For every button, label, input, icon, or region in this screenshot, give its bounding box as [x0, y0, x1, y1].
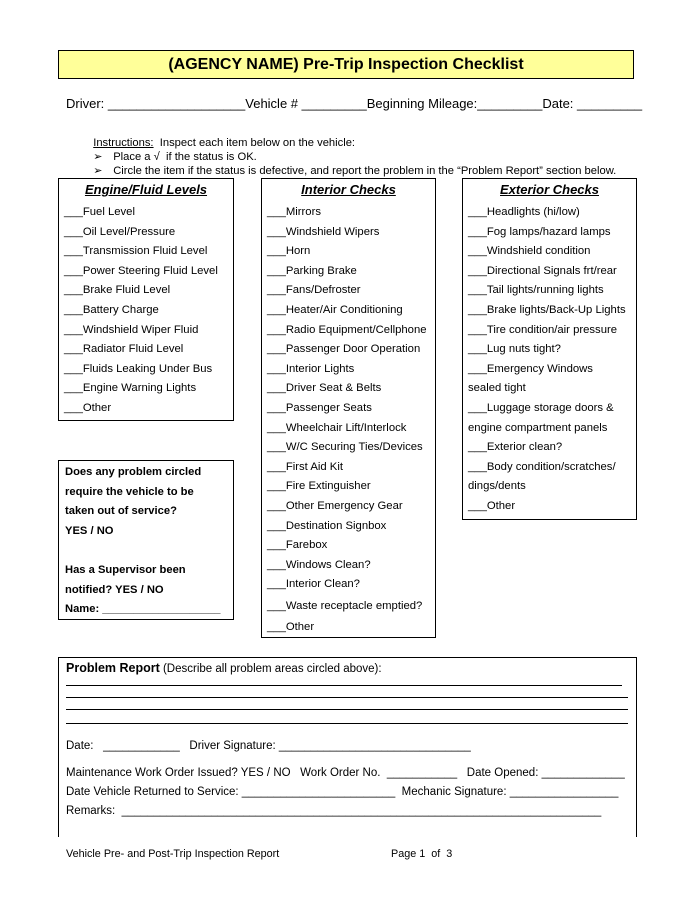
- check-item: ___Fog lamps/hazard lamps: [468, 225, 611, 238]
- report-line: [66, 709, 628, 710]
- check-item: ___Windshield condition: [468, 245, 591, 258]
- instruction-bullet: ➢ Circle the item if the status is defective, and report the problem in the “Problem Report” section below.: [93, 165, 617, 177]
- check-item: ___Other: [64, 401, 112, 414]
- check-item: ___Directional Signals frt/rear: [468, 264, 617, 277]
- exterior-checks-box: [462, 178, 637, 520]
- check-item-continued: sealed tight: [468, 382, 526, 395]
- check-item: ___Transmission Fluid Level: [64, 245, 208, 258]
- check-item: ___Other: [468, 499, 516, 512]
- check-item: ___Windshield Wiper Fluid: [64, 323, 199, 336]
- check-item: ___Driver Seat & Belts: [267, 382, 382, 395]
- check-item: ___Windows Clean?: [267, 558, 371, 571]
- vehicle-returned-line: Date Vehicle Returned to Service: ________________________ Mechanic Signature: _________________: [66, 786, 619, 798]
- check-item: ___First Aid Kit: [267, 460, 343, 473]
- driver-info-line: Driver: ___________________Vehicle # _________Beginning Mileage:_________Date: _________: [66, 96, 643, 111]
- check-item-continued: dings/dents: [468, 480, 526, 493]
- arrow-bullet-icon: ➢: [93, 165, 103, 177]
- check-item: ___Other Emergency Gear: [267, 499, 403, 512]
- out-of-service-box: [58, 460, 234, 620]
- check-item: ___Emergency Windows: [468, 362, 593, 375]
- check-item: ___Interior Clean?: [267, 578, 360, 591]
- page-title: (AGENCY NAME) Pre-Trip Inspection Checklist: [58, 50, 634, 79]
- check-item: ___Farebox: [267, 539, 328, 552]
- check-item: ___Interior Lights: [267, 362, 355, 375]
- check-item: ___Lug nuts tight?: [468, 343, 561, 356]
- page-number: Page 1 of 3: [391, 848, 453, 860]
- check-item-continued: engine compartment panels: [468, 421, 608, 434]
- check-item: ___Battery Charge: [64, 303, 159, 316]
- service-question-line: taken out of service?: [65, 505, 177, 518]
- service-yes-no: YES / NO: [65, 524, 114, 537]
- check-item: ___Wheelchair Lift/Interlock: [267, 421, 407, 434]
- check-item: ___Engine Warning Lights: [64, 382, 197, 395]
- check-item: ___W/C Securing Ties/Devices: [267, 441, 423, 454]
- check-item: ___Parking Brake: [267, 264, 357, 277]
- check-item: ___Passenger Seats: [267, 401, 372, 414]
- service-question-line: require the vehicle to be: [65, 485, 194, 498]
- supervisor-yes-no: notified? YES / NO: [65, 583, 164, 596]
- check-item: ___Tire condition/air pressure: [468, 323, 618, 336]
- check-item: ___Radio Equipment/Cellphone: [267, 323, 427, 336]
- check-item: ___Fuel Level: [64, 206, 135, 218]
- check-item: ___Fire Extinguisher: [267, 480, 371, 493]
- problem-report-heading: [66, 661, 382, 675]
- check-item: ___Brake lights/Back-Up Lights: [468, 303, 626, 316]
- check-item: ___Body condition/scratches/: [468, 460, 616, 473]
- check-item: ___Luggage storage doors &: [468, 401, 614, 414]
- check-item: ___Horn: [267, 245, 311, 258]
- footer-title: Vehicle Pre- and Post-Trip Inspection Report: [66, 848, 280, 860]
- spacer: [65, 541, 227, 561]
- problem-report-title: Problem Report: [66, 661, 160, 675]
- check-item: ___Radiator Fluid Level: [64, 343, 184, 356]
- check-item: ___Power Steering Fluid Level: [64, 264, 218, 277]
- check-item: ___Oil Level/Pressure: [64, 225, 176, 238]
- check-item: ___Fluids Leaking Under Bus: [64, 362, 213, 375]
- instructions-label: Instructions:: [93, 137, 154, 149]
- problem-report-subtitle: (Describe all problem areas circled above):: [159, 663, 382, 675]
- report-line: [66, 723, 628, 724]
- interior-checks-title: Interior Checks: [301, 182, 396, 197]
- service-question-line: Does any problem circled: [65, 466, 202, 478]
- engine-fluid-levels-box: [58, 178, 234, 421]
- check-item: ___Destination Signbox: [267, 519, 387, 532]
- check-item: ___Windshield Wipers: [267, 225, 380, 238]
- check-item: ___Brake Fluid Level: [64, 284, 171, 297]
- instruction-bullet: ➢ Place a √ if the status is OK.: [93, 151, 257, 163]
- report-line: [66, 697, 628, 698]
- check-item: ___Passenger Door Operation: [267, 343, 421, 356]
- supervisor-question-line: Has a Supervisor been: [65, 563, 186, 576]
- name-field: Name: ___________________: [65, 603, 221, 616]
- check-item: ___Other: [267, 620, 315, 633]
- instructions-text: Inspect each item below on the vehicle:: [153, 137, 356, 149]
- date-signature-line: Date: ____________ Driver Signature: ______________________________: [66, 740, 471, 752]
- engine-fluid-levels-title: Engine/Fluid Levels: [84, 182, 208, 197]
- exterior-checks-title: Exterior Checks: [500, 182, 599, 197]
- check-item: ___Headlights (hi/low): [468, 206, 580, 218]
- check-item: ___Exterior clean?: [468, 441, 563, 454]
- check-item: ___Waste receptacle emptied?: [267, 599, 423, 612]
- maintenance-work-order-line: Maintenance Work Order Issued? YES / NO Work Order No. ___________ Date Opened: _____________: [66, 767, 625, 779]
- check-item: ___Tail lights/running lights: [468, 284, 604, 297]
- remarks-line: Remarks: ___________________________________________________________________________: [66, 805, 602, 817]
- check-item: ___Mirrors: [267, 206, 321, 218]
- check-item: ___Heater/Air Conditioning: [267, 303, 403, 316]
- check-item: ___Fans/Defroster: [267, 284, 361, 297]
- arrow-bullet-icon: ➢: [93, 151, 103, 163]
- report-line: [66, 685, 622, 686]
- interior-checks-box: [261, 178, 436, 638]
